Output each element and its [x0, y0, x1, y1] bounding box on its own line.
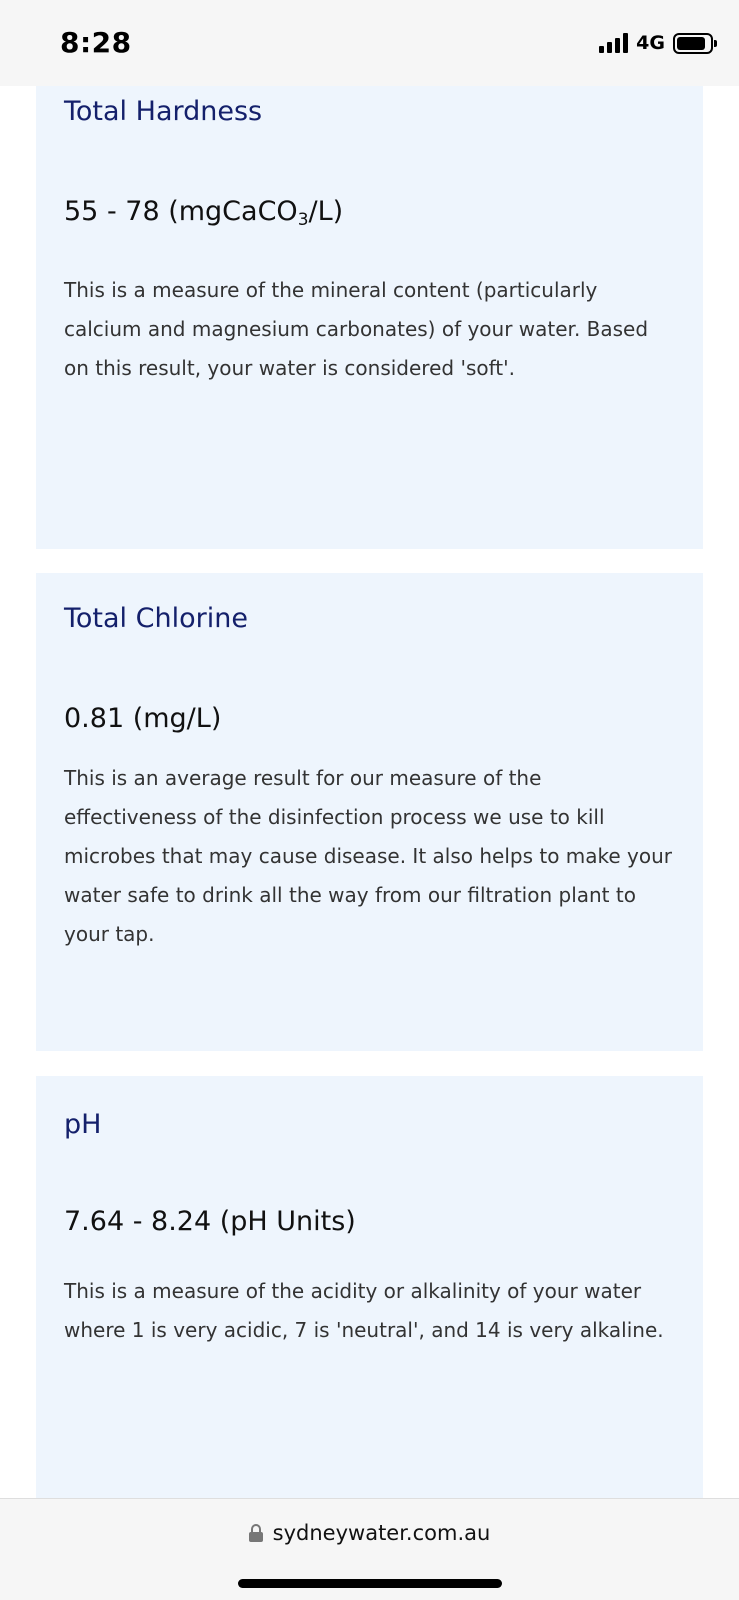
status-bar	[0, 0, 739, 86]
status-time: 8:28	[60, 26, 132, 59]
status-indicators	[599, 32, 713, 54]
card-total-hardness	[36, 86, 703, 549]
card-value: 55 - 78 (mgCaCO$_3$/L)	[64, 196, 344, 230]
card-total-chlorine	[36, 573, 703, 1051]
card-title: Total Chlorine	[64, 603, 248, 634]
home-indicator[interactable]	[238, 1579, 502, 1588]
card-value: 7.64 - 8.24 (pH Units)	[64, 1206, 356, 1237]
lock-icon	[249, 1524, 263, 1542]
address-bar[interactable]	[0, 1521, 739, 1545]
battery-icon	[673, 33, 713, 54]
card-ph	[36, 1076, 703, 1498]
card-value: 0.81 (mg/L)	[64, 703, 222, 734]
card-description: This is a measure of the mineral content (particularly calcium and magnesium carbonates) of your water. Based on this result, your water is considered 'soft'.	[64, 278, 649, 380]
network-type: 4G	[636, 32, 665, 54]
card-description: This is an average result for our measure of the effectiveness of the disinfection process we use to kill microbes that may cause disease. It also helps to make your water safe to drink all the way from our filtration plant to your tap.	[64, 766, 673, 946]
url-text[interactable]: sydneywater.com.au	[272, 1521, 491, 1545]
card-description: This is a measure of the acidity or alkalinity of your water where 1 is very acidic, 7 is 'neutral', and 14 is very alkaline.	[64, 1279, 664, 1342]
card-title: pH	[64, 1109, 102, 1140]
card-title: Total Hardness	[64, 96, 263, 127]
browser-bottom-bar	[0, 1498, 739, 1600]
page-content[interactable]	[0, 86, 739, 1498]
signal-bars-icon	[599, 33, 628, 53]
